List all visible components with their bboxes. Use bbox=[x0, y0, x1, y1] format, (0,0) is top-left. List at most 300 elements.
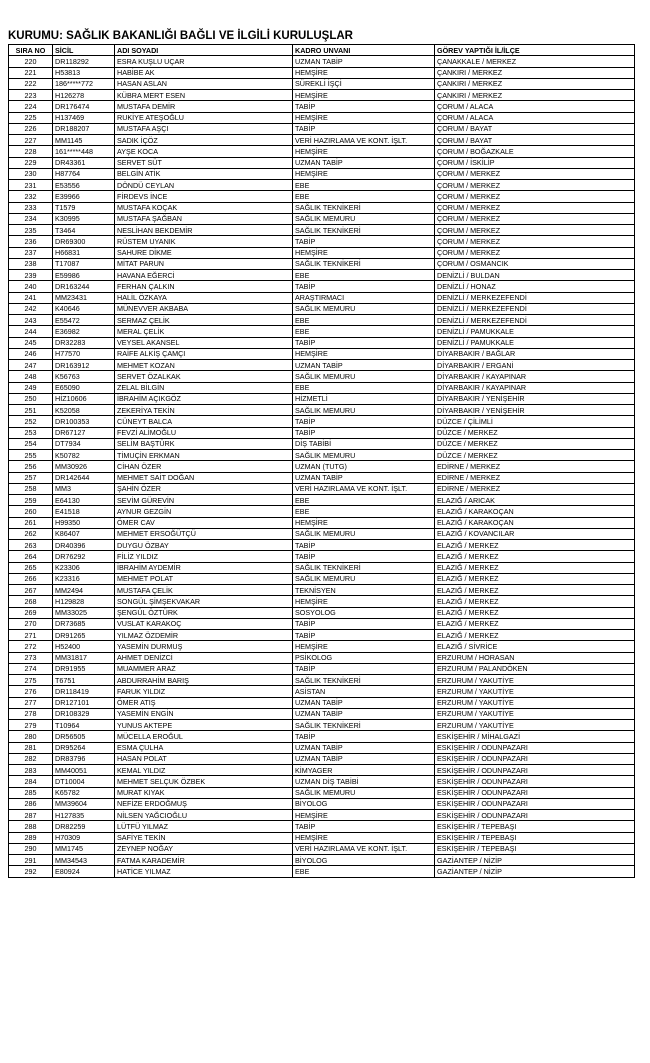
cell-sicil: DR118419 bbox=[53, 686, 115, 697]
table-row bbox=[9, 213, 635, 224]
cell-gorev-yeri: DÜZCE / ÇİLİMLİ bbox=[435, 416, 635, 427]
cell-adi-soyadi: BELGİN ATİK bbox=[115, 168, 293, 179]
cell-adi-soyadi: MUSTAFA DEMİR bbox=[115, 101, 293, 112]
table-row bbox=[9, 472, 635, 483]
table-row bbox=[9, 461, 635, 472]
cell-gorev-yeri: ERZURUM / YAKUTİYE bbox=[435, 675, 635, 686]
cell-sira-no: 250 bbox=[9, 393, 53, 404]
cell-adi-soyadi: HATİCE YILMAZ bbox=[115, 866, 293, 877]
cell-sira-no: 229 bbox=[9, 157, 53, 168]
cell-gorev-yeri: EDİRNE / MERKEZ bbox=[435, 461, 635, 472]
cell-sira-no: 228 bbox=[9, 146, 53, 157]
cell-adi-soyadi: SAFİYE TEKİN bbox=[115, 832, 293, 843]
cell-adi-soyadi: DUYGU ÖZBAY bbox=[115, 540, 293, 551]
cell-sira-no: 265 bbox=[9, 562, 53, 573]
cell-sira-no: 222 bbox=[9, 78, 53, 89]
cell-adi-soyadi: İBRAHİM AYDEMİR bbox=[115, 562, 293, 573]
cell-gorev-yeri: DİYARBAKIR / ERGANİ bbox=[435, 360, 635, 371]
personnel-table bbox=[8, 44, 635, 878]
cell-kadro-unvani: SAĞLIK MEMURU bbox=[293, 371, 435, 382]
cell-adi-soyadi: ZEKERİYA TEKİN bbox=[115, 405, 293, 416]
cell-sira-no: 225 bbox=[9, 112, 53, 123]
cell-sira-no: 267 bbox=[9, 585, 53, 596]
cell-adi-soyadi: SONGÜL ŞİMŞEKVAKAR bbox=[115, 596, 293, 607]
cell-sira-no: 257 bbox=[9, 472, 53, 483]
cell-gorev-yeri: ÇANKIRI / MERKEZ bbox=[435, 78, 635, 89]
cell-sicil: K52058 bbox=[53, 405, 115, 416]
cell-gorev-yeri: DENİZLİ / PAMUKKALE bbox=[435, 326, 635, 337]
table-row bbox=[9, 427, 635, 438]
cell-adi-soyadi: NESLİHAN BEKDEMİR bbox=[115, 225, 293, 236]
cell-sira-no: 274 bbox=[9, 663, 53, 674]
cell-gorev-yeri: ÇORUM / MERKEZ bbox=[435, 168, 635, 179]
cell-kadro-unvani: SAĞLIK MEMURU bbox=[293, 213, 435, 224]
cell-adi-soyadi: FİLİZ YILDIZ bbox=[115, 551, 293, 562]
cell-kadro-unvani: SOSYOLOG bbox=[293, 607, 435, 618]
cell-kadro-unvani: TABİP bbox=[293, 123, 435, 134]
cell-sira-no: 279 bbox=[9, 720, 53, 731]
table-row bbox=[9, 618, 635, 629]
cell-sicil: DR76292 bbox=[53, 551, 115, 562]
cell-kadro-unvani: TABİP bbox=[293, 551, 435, 562]
cell-sira-no: 271 bbox=[9, 630, 53, 641]
cell-gorev-yeri: ESKİŞEHİR / ODUNPAZARI bbox=[435, 776, 635, 787]
table-row bbox=[9, 348, 635, 359]
cell-sicil: DR40396 bbox=[53, 540, 115, 551]
cell-kadro-unvani: HEMŞİRE bbox=[293, 517, 435, 528]
cell-gorev-yeri: ESKİŞEHİR / MİHALGAZİ bbox=[435, 731, 635, 742]
cell-gorev-yeri: ÇORUM / MERKEZ bbox=[435, 225, 635, 236]
cell-sira-no: 256 bbox=[9, 461, 53, 472]
cell-gorev-yeri: ESKİŞEHİR / TEPEBAŞI bbox=[435, 832, 635, 843]
cell-adi-soyadi: HAVANA EĞERCİ bbox=[115, 270, 293, 281]
cell-kadro-unvani: SAĞLIK TEKNİKERİ bbox=[293, 202, 435, 213]
table-row bbox=[9, 101, 635, 112]
cell-adi-soyadi: TİMUÇİN ERKMAN bbox=[115, 450, 293, 461]
cell-adi-soyadi: FEVZİ ALİMOĞLU bbox=[115, 427, 293, 438]
cell-sicil: DT10004 bbox=[53, 776, 115, 787]
cell-gorev-yeri: ESKİŞEHİR / ODUNPAZARI bbox=[435, 765, 635, 776]
table-row bbox=[9, 202, 635, 213]
cell-gorev-yeri: ÇORUM / MERKEZ bbox=[435, 236, 635, 247]
table-row bbox=[9, 393, 635, 404]
cell-sicil: DR56505 bbox=[53, 731, 115, 742]
cell-sicil: T10964 bbox=[53, 720, 115, 731]
cell-kadro-unvani: SÜREKLİ İŞÇİ bbox=[293, 78, 435, 89]
header-kadro-unvani: KADRO UNVANI bbox=[293, 45, 435, 56]
table-row bbox=[9, 742, 635, 753]
cell-gorev-yeri: ELAZIĞ / MERKEZ bbox=[435, 540, 635, 551]
cell-gorev-yeri: ESKİŞEHİR / ODUNPAZARI bbox=[435, 810, 635, 821]
cell-sicil: MM30926 bbox=[53, 461, 115, 472]
cell-gorev-yeri: ERZURUM / YAKUTİYE bbox=[435, 720, 635, 731]
cell-sicil: DR163244 bbox=[53, 281, 115, 292]
cell-gorev-yeri: ÇORUM / MERKEZ bbox=[435, 247, 635, 258]
table-row bbox=[9, 292, 635, 303]
cell-gorev-yeri: ELAZIĞ / MERKEZ bbox=[435, 551, 635, 562]
cell-sira-no: 230 bbox=[9, 168, 53, 179]
table-row bbox=[9, 112, 635, 123]
table-row bbox=[9, 708, 635, 719]
cell-kadro-unvani: EBE bbox=[293, 180, 435, 191]
table-row bbox=[9, 596, 635, 607]
cell-sira-no: 266 bbox=[9, 573, 53, 584]
cell-sicil: H87764 bbox=[53, 168, 115, 179]
cell-adi-soyadi: KEMAL YILDIZ bbox=[115, 765, 293, 776]
cell-gorev-yeri: ÇORUM / MERKEZ bbox=[435, 180, 635, 191]
cell-adi-soyadi: CÜNEYT BALCA bbox=[115, 416, 293, 427]
cell-adi-soyadi: SERVET SÜT bbox=[115, 157, 293, 168]
cell-sira-no: 285 bbox=[9, 787, 53, 798]
cell-gorev-yeri: ÇORUM / MERKEZ bbox=[435, 213, 635, 224]
cell-kadro-unvani: TABİP bbox=[293, 821, 435, 832]
cell-adi-soyadi: RUKİYE ATEŞOĞLU bbox=[115, 112, 293, 123]
table-row bbox=[9, 382, 635, 393]
cell-kadro-unvani: SAĞLIK MEMURU bbox=[293, 787, 435, 798]
cell-adi-soyadi: SADIK İÇÖZ bbox=[115, 135, 293, 146]
cell-sicil: K40646 bbox=[53, 303, 115, 314]
cell-gorev-yeri: DİYARBAKIR / YENİŞEHİR bbox=[435, 405, 635, 416]
cell-adi-soyadi: FİRDEVS İNCE bbox=[115, 191, 293, 202]
cell-sicil: K23306 bbox=[53, 562, 115, 573]
cell-kadro-unvani: HİZMETLİ bbox=[293, 393, 435, 404]
cell-kadro-unvani: HEMŞİRE bbox=[293, 810, 435, 821]
cell-kadro-unvani: TABİP bbox=[293, 337, 435, 348]
cell-sicil: K30995 bbox=[53, 213, 115, 224]
cell-kadro-unvani: HEMŞİRE bbox=[293, 641, 435, 652]
cell-sicil: DR127101 bbox=[53, 697, 115, 708]
table-row bbox=[9, 270, 635, 281]
cell-sira-no: 268 bbox=[9, 596, 53, 607]
cell-sicil: H137469 bbox=[53, 112, 115, 123]
cell-gorev-yeri: ÇORUM / BOĞAZKALE bbox=[435, 146, 635, 157]
cell-gorev-yeri: DENİZLİ / BULDAN bbox=[435, 270, 635, 281]
cell-sira-no: 258 bbox=[9, 483, 53, 494]
table-row bbox=[9, 720, 635, 731]
header-sicil: SİCİL bbox=[53, 45, 115, 56]
cell-adi-soyadi: MUSTAFA ÇELİK bbox=[115, 585, 293, 596]
cell-gorev-yeri: ÇORUM / ALACA bbox=[435, 112, 635, 123]
cell-adi-soyadi: RAİFE ALKİŞ ÇAMÇI bbox=[115, 348, 293, 359]
cell-kadro-unvani: TABİP bbox=[293, 663, 435, 674]
cell-sicil: E36982 bbox=[53, 326, 115, 337]
cell-adi-soyadi: VUSLAT KARAKOÇ bbox=[115, 618, 293, 629]
table-row bbox=[9, 540, 635, 551]
cell-gorev-yeri: ELAZIĞ / MERKEZ bbox=[435, 607, 635, 618]
cell-adi-soyadi: VEYSEL AKANSEL bbox=[115, 337, 293, 348]
table-row bbox=[9, 90, 635, 101]
cell-adi-soyadi: MUAMMER ARAZ bbox=[115, 663, 293, 674]
cell-sicil: H53813 bbox=[53, 67, 115, 78]
cell-kadro-unvani: UZMAN TABİP bbox=[293, 753, 435, 764]
cell-sicil: DR91265 bbox=[53, 630, 115, 641]
cell-gorev-yeri: GAZİANTEP / NİZİP bbox=[435, 866, 635, 877]
cell-adi-soyadi: ÖMER ATIŞ bbox=[115, 697, 293, 708]
cell-sicil: K65782 bbox=[53, 787, 115, 798]
cell-gorev-yeri: ELAZIĞ / KARAKOÇAN bbox=[435, 517, 635, 528]
table-row bbox=[9, 607, 635, 618]
cell-kadro-unvani: UZMAN (TUTG) bbox=[293, 461, 435, 472]
header-row bbox=[9, 45, 635, 56]
cell-kadro-unvani: EBE bbox=[293, 866, 435, 877]
cell-sicil: DR32283 bbox=[53, 337, 115, 348]
table-row bbox=[9, 337, 635, 348]
cell-adi-soyadi: MEHMET KOZAN bbox=[115, 360, 293, 371]
table-row bbox=[9, 326, 635, 337]
cell-sicil: MM39604 bbox=[53, 798, 115, 809]
cell-kadro-unvani: EBE bbox=[293, 270, 435, 281]
table-row bbox=[9, 225, 635, 236]
cell-kadro-unvani: SAĞLIK MEMURU bbox=[293, 573, 435, 584]
table-row bbox=[9, 146, 635, 157]
cell-sicil: MM1745 bbox=[53, 843, 115, 854]
cell-adi-soyadi: AYNUR GEZGİN bbox=[115, 506, 293, 517]
cell-sira-no: 292 bbox=[9, 866, 53, 877]
table-row bbox=[9, 585, 635, 596]
table-row bbox=[9, 776, 635, 787]
cell-kadro-unvani: UZMAN TABİP bbox=[293, 472, 435, 483]
cell-kadro-unvani: HEMŞİRE bbox=[293, 168, 435, 179]
cell-adi-soyadi: SERVET ÖZALKAK bbox=[115, 371, 293, 382]
table-row bbox=[9, 517, 635, 528]
table-row bbox=[9, 315, 635, 326]
cell-sicil: E59986 bbox=[53, 270, 115, 281]
table-body bbox=[9, 56, 635, 877]
cell-adi-soyadi: YILMAZ ÖZDEMİR bbox=[115, 630, 293, 641]
cell-adi-soyadi: YASEMİN DURMUŞ bbox=[115, 641, 293, 652]
table-row bbox=[9, 236, 635, 247]
cell-sira-no: 243 bbox=[9, 315, 53, 326]
cell-sicil: H126278 bbox=[53, 90, 115, 101]
cell-gorev-yeri: ERZURUM / YAKUTİYE bbox=[435, 708, 635, 719]
cell-kadro-unvani: SAĞLIK MEMURU bbox=[293, 528, 435, 539]
table-row bbox=[9, 303, 635, 314]
cell-sira-no: 237 bbox=[9, 247, 53, 258]
cell-adi-soyadi: LÜTFÜ YILMAZ bbox=[115, 821, 293, 832]
cell-gorev-yeri: ÇANKIRI / MERKEZ bbox=[435, 90, 635, 101]
table-row bbox=[9, 573, 635, 584]
cell-sira-no: 291 bbox=[9, 855, 53, 866]
cell-sira-no: 231 bbox=[9, 180, 53, 191]
cell-kadro-unvani: SAĞLIK TEKNİKERİ bbox=[293, 720, 435, 731]
cell-kadro-unvani: SAĞLIK TEKNİKERİ bbox=[293, 258, 435, 269]
table-row bbox=[9, 821, 635, 832]
cell-sira-no: 232 bbox=[9, 191, 53, 202]
cell-adi-soyadi: ŞAHİN ÖZER bbox=[115, 483, 293, 494]
cell-sicil: DR69300 bbox=[53, 236, 115, 247]
cell-sicil: DR73685 bbox=[53, 618, 115, 629]
cell-gorev-yeri: ERZURUM / YAKUTİYE bbox=[435, 697, 635, 708]
cell-adi-soyadi: MÜNEVVER AKBABA bbox=[115, 303, 293, 314]
cell-sira-no: 287 bbox=[9, 810, 53, 821]
cell-kadro-unvani: UZMAN DİŞ TABİBİ bbox=[293, 776, 435, 787]
cell-gorev-yeri: ELAZIĞ / KOVANCILAR bbox=[435, 528, 635, 539]
cell-sira-no: 286 bbox=[9, 798, 53, 809]
cell-sira-no: 282 bbox=[9, 753, 53, 764]
cell-sira-no: 288 bbox=[9, 821, 53, 832]
cell-sicil: MM2494 bbox=[53, 585, 115, 596]
cell-gorev-yeri: ÇORUM / BAYAT bbox=[435, 123, 635, 134]
cell-gorev-yeri: ESKİŞEHİR / ODUNPAZARI bbox=[435, 742, 635, 753]
cell-gorev-yeri: ELAZIĞ / MERKEZ bbox=[435, 585, 635, 596]
cell-sicil: 186*****772 bbox=[53, 78, 115, 89]
cell-sira-no: 253 bbox=[9, 427, 53, 438]
cell-sira-no: 259 bbox=[9, 495, 53, 506]
cell-adi-soyadi: ZEYNEP NOĞAY bbox=[115, 843, 293, 854]
cell-adi-soyadi: ŞENGÜL ÖZTÜRK bbox=[115, 607, 293, 618]
cell-kadro-unvani: BİYOLOG bbox=[293, 798, 435, 809]
cell-kadro-unvani: HEMŞİRE bbox=[293, 67, 435, 78]
cell-adi-soyadi: SERMAZ ÇELİK bbox=[115, 315, 293, 326]
cell-gorev-yeri: ÇORUM / İSKİLİP bbox=[435, 157, 635, 168]
cell-gorev-yeri: ESKİŞEHİR / ODUNPAZARI bbox=[435, 798, 635, 809]
cell-kadro-unvani: HEMŞİRE bbox=[293, 348, 435, 359]
cell-kadro-unvani: HEMŞİRE bbox=[293, 247, 435, 258]
cell-kadro-unvani: ARAŞTIRMACI bbox=[293, 292, 435, 303]
cell-sicil: H129828 bbox=[53, 596, 115, 607]
cell-kadro-unvani: TABİP bbox=[293, 540, 435, 551]
table-row bbox=[9, 652, 635, 663]
cell-kadro-unvani: SAĞLIK MEMURU bbox=[293, 450, 435, 461]
cell-adi-soyadi: HASAN ASLAN bbox=[115, 78, 293, 89]
table-row bbox=[9, 247, 635, 258]
cell-sira-no: 251 bbox=[9, 405, 53, 416]
cell-gorev-yeri: ÇORUM / OSMANCIK bbox=[435, 258, 635, 269]
table-row bbox=[9, 180, 635, 191]
cell-gorev-yeri: DENİZLİ / MERKEZEFENDİ bbox=[435, 292, 635, 303]
cell-sicil: H70309 bbox=[53, 832, 115, 843]
cell-sicil: DR188207 bbox=[53, 123, 115, 134]
cell-sira-no: 281 bbox=[9, 742, 53, 753]
cell-gorev-yeri: ERZURUM / HORASAN bbox=[435, 652, 635, 663]
cell-kadro-unvani: PSİKOLOG bbox=[293, 652, 435, 663]
cell-gorev-yeri: ELAZIĞ / KARAKOÇAN bbox=[435, 506, 635, 517]
cell-adi-soyadi: MEHMET SELÇUK ÖZBEK bbox=[115, 776, 293, 787]
cell-sicil: DR91955 bbox=[53, 663, 115, 674]
cell-kadro-unvani: UZMAN TABİP bbox=[293, 157, 435, 168]
cell-kadro-unvani: TABİP bbox=[293, 416, 435, 427]
cell-sicil: E39966 bbox=[53, 191, 115, 202]
table-row bbox=[9, 438, 635, 449]
cell-sicil: DR118292 bbox=[53, 56, 115, 67]
cell-kadro-unvani: DİŞ TABİBİ bbox=[293, 438, 435, 449]
cell-gorev-yeri: ERZURUM / YAKUTİYE bbox=[435, 686, 635, 697]
cell-gorev-yeri: ELAZIĞ / SİVRİCE bbox=[435, 641, 635, 652]
cell-sicil: H52400 bbox=[53, 641, 115, 652]
table-row bbox=[9, 798, 635, 809]
cell-sicil: H99350 bbox=[53, 517, 115, 528]
table-row bbox=[9, 675, 635, 686]
cell-adi-soyadi: SEVİM GÜREVİN bbox=[115, 495, 293, 506]
table-row bbox=[9, 56, 635, 67]
cell-adi-soyadi: KÜBRA MERT ESEN bbox=[115, 90, 293, 101]
cell-adi-soyadi: YUNUS AKTEPE bbox=[115, 720, 293, 731]
cell-sira-no: 290 bbox=[9, 843, 53, 854]
cell-sira-no: 226 bbox=[9, 123, 53, 134]
table-row bbox=[9, 765, 635, 776]
cell-adi-soyadi: MEHMET ERSOĞÜTÇÜ bbox=[115, 528, 293, 539]
cell-sira-no: 233 bbox=[9, 202, 53, 213]
cell-gorev-yeri: ÇANKIRI / MERKEZ bbox=[435, 67, 635, 78]
cell-adi-soyadi: CİHAN ÖZER bbox=[115, 461, 293, 472]
cell-gorev-yeri: ÇORUM / ALACA bbox=[435, 101, 635, 112]
cell-adi-soyadi: MEHMET SAİT DOĞAN bbox=[115, 472, 293, 483]
cell-sira-no: 224 bbox=[9, 101, 53, 112]
cell-gorev-yeri: EDİRNE / MERKEZ bbox=[435, 483, 635, 494]
cell-gorev-yeri: ERZURUM / PALANDÖKEN bbox=[435, 663, 635, 674]
cell-gorev-yeri: DİYARBAKIR / KAYAPINAR bbox=[435, 371, 635, 382]
cell-kadro-unvani: VERİ HAZIRLAMA VE KONT. İŞLT. bbox=[293, 483, 435, 494]
cell-adi-soyadi: MEHMET POLAT bbox=[115, 573, 293, 584]
cell-adi-soyadi: FATMA KARADEMİR bbox=[115, 855, 293, 866]
cell-gorev-yeri: DENİZLİ / MERKEZEFENDİ bbox=[435, 315, 635, 326]
cell-sicil: E80924 bbox=[53, 866, 115, 877]
cell-gorev-yeri: DÜZCE / MERKEZ bbox=[435, 438, 635, 449]
cell-gorev-yeri: ESKİŞEHİR / TEPEBAŞI bbox=[435, 843, 635, 854]
table-row bbox=[9, 810, 635, 821]
cell-sira-no: 249 bbox=[9, 382, 53, 393]
cell-sicil: K56763 bbox=[53, 371, 115, 382]
cell-sira-no: 262 bbox=[9, 528, 53, 539]
table-row bbox=[9, 281, 635, 292]
cell-sicil: E55472 bbox=[53, 315, 115, 326]
cell-sira-no: 236 bbox=[9, 236, 53, 247]
cell-sicil: DR83796 bbox=[53, 753, 115, 764]
cell-gorev-yeri: ELAZIĞ / MERKEZ bbox=[435, 562, 635, 573]
cell-adi-soyadi: İBRAHİM AÇIKGÖZ bbox=[115, 393, 293, 404]
table-row bbox=[9, 123, 635, 134]
cell-kadro-unvani: HEMŞİRE bbox=[293, 90, 435, 101]
cell-sicil: 161*****448 bbox=[53, 146, 115, 157]
table-row bbox=[9, 371, 635, 382]
document-title: KURUMU: SAĞLIK BAKANLIĞI BAĞLI VE İLGİLİ KURULUŞLAR bbox=[8, 30, 353, 42]
cell-sicil: DR176474 bbox=[53, 101, 115, 112]
cell-sicil: DR95264 bbox=[53, 742, 115, 753]
cell-gorev-yeri: DENİZLİ / MERKEZEFENDİ bbox=[435, 303, 635, 314]
cell-adi-soyadi: MÜCELLA EROĞUL bbox=[115, 731, 293, 742]
cell-gorev-yeri: ÇANAKKALE / MERKEZ bbox=[435, 56, 635, 67]
cell-adi-soyadi: DÖNDÜ CEYLAN bbox=[115, 180, 293, 191]
table-row bbox=[9, 450, 635, 461]
table-row bbox=[9, 731, 635, 742]
cell-sira-no: 283 bbox=[9, 765, 53, 776]
cell-kadro-unvani: EBE bbox=[293, 315, 435, 326]
cell-sira-no: 255 bbox=[9, 450, 53, 461]
cell-kadro-unvani: VERİ HAZIRLAMA VE KONT. İŞLT. bbox=[293, 135, 435, 146]
table-row bbox=[9, 483, 635, 494]
cell-gorev-yeri: DİYARBAKIR / YENİŞEHİR bbox=[435, 393, 635, 404]
cell-kadro-unvani: ASİSTAN bbox=[293, 686, 435, 697]
table-row bbox=[9, 663, 635, 674]
table-row bbox=[9, 67, 635, 78]
table-row bbox=[9, 495, 635, 506]
cell-adi-soyadi: HALİL ÖZKAYA bbox=[115, 292, 293, 303]
cell-sicil: H77570 bbox=[53, 348, 115, 359]
cell-sira-no: 244 bbox=[9, 326, 53, 337]
cell-gorev-yeri: ELAZIĞ / MERKEZ bbox=[435, 573, 635, 584]
cell-sicil: E53556 bbox=[53, 180, 115, 191]
table-row bbox=[9, 416, 635, 427]
cell-sicil: DR67127 bbox=[53, 427, 115, 438]
cell-kadro-unvani: TABİP bbox=[293, 618, 435, 629]
cell-kadro-unvani: HEMŞİRE bbox=[293, 596, 435, 607]
cell-sicil: MM31817 bbox=[53, 652, 115, 663]
cell-sicil: MM23431 bbox=[53, 292, 115, 303]
cell-gorev-yeri: EDİRNE / MERKEZ bbox=[435, 472, 635, 483]
cell-kadro-unvani: EBE bbox=[293, 326, 435, 337]
cell-sicil: MM1145 bbox=[53, 135, 115, 146]
table-row bbox=[9, 562, 635, 573]
